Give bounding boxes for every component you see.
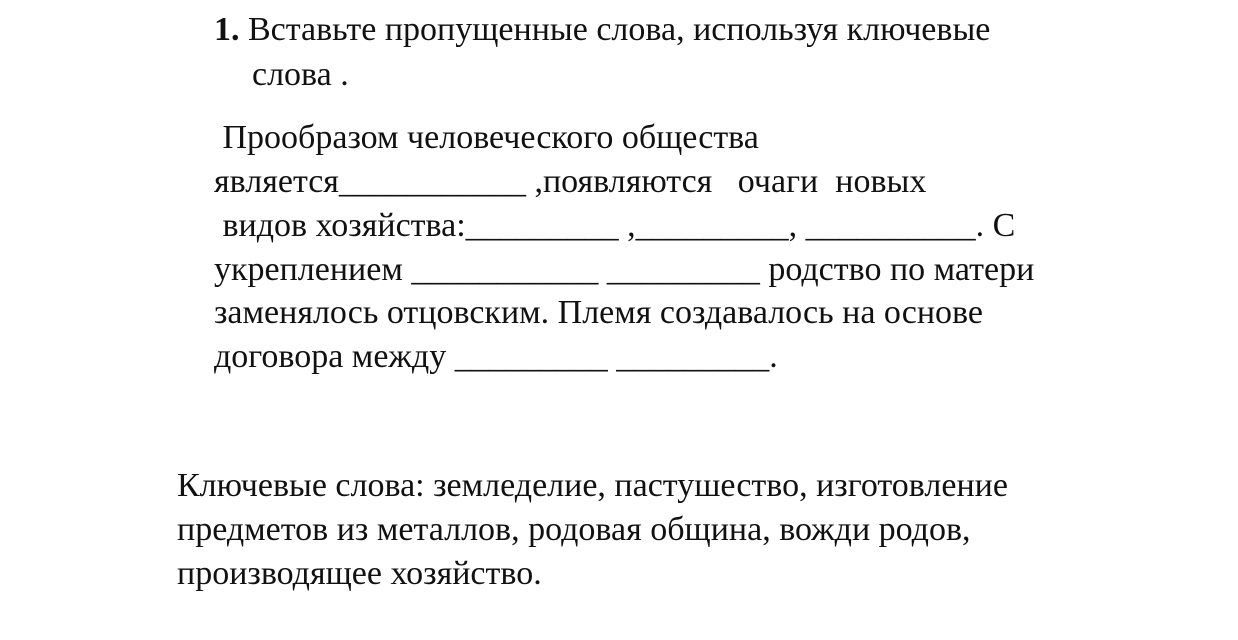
exercise-line-3: видов хозяйства:_________ ,_________, __________. С	[214, 207, 1016, 244]
exercise-line-5: заменялось отцовским. Племя создавалось на основе	[214, 294, 983, 331]
keywords-line-3: производящее хозяйство.	[177, 555, 542, 592]
exercise-line-2: является___________ ,появляются очаги новых	[214, 163, 927, 200]
keywords-line-1: Ключевые слова: земледелие, пастушество, изготовление	[177, 467, 1008, 504]
keywords-line-2: предметов из металлов, родовая община, вожди родов,	[177, 511, 971, 548]
task-number: 1.	[214, 11, 240, 48]
task-title-line-1	[214, 10, 990, 50]
task-title-text: Вставьте пропущенные слова, используя ключевые	[248, 11, 991, 48]
task-title-line-2: слова .	[252, 56, 349, 93]
exercise-line-1: Прообразом человеческого общества	[214, 119, 759, 156]
exercise-line-4: укреплением ___________ _________ родство по матери	[214, 251, 1035, 288]
exercise-line-6: договора между _________ _________.	[214, 338, 778, 375]
